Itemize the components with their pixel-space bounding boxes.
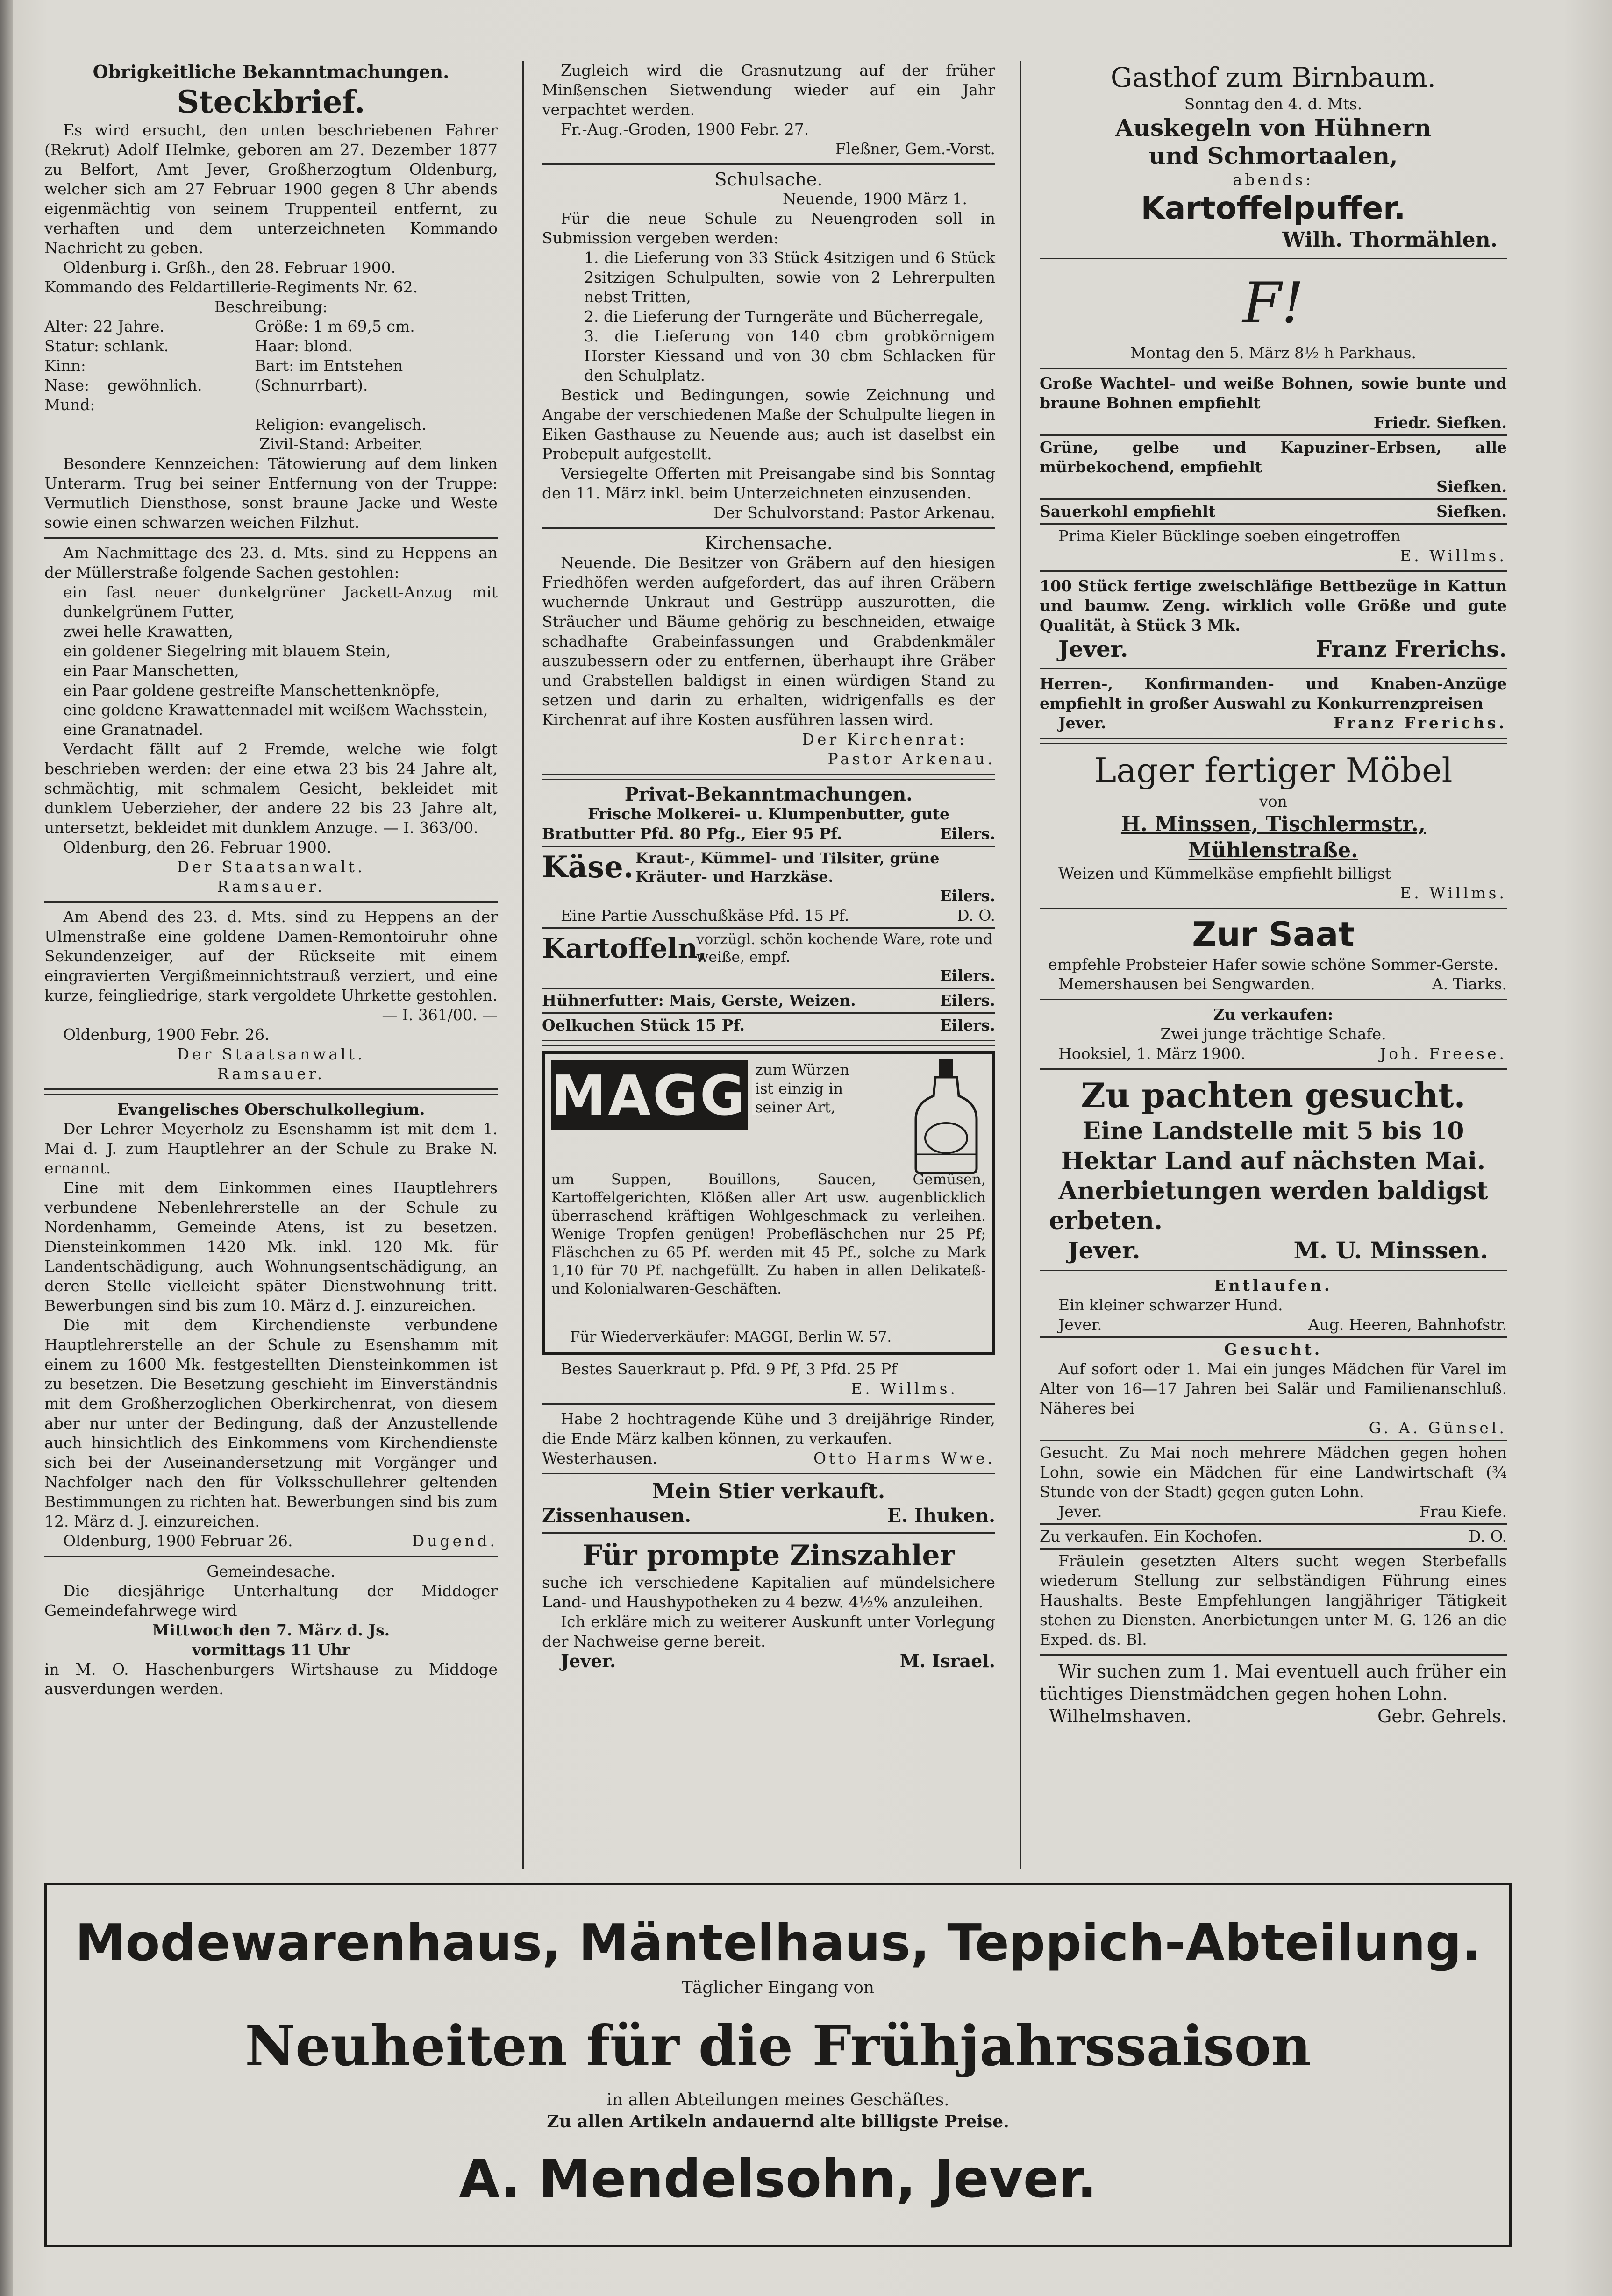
place: Jever. bbox=[1058, 714, 1106, 732]
signer: Ramsauer. bbox=[217, 877, 325, 896]
divider bbox=[44, 537, 498, 539]
divider bbox=[1040, 498, 1507, 500]
desc-mund: Mund: bbox=[44, 396, 95, 414]
signer: Joh. Freese. bbox=[1379, 1045, 1507, 1063]
signature-row bbox=[1040, 1044, 1507, 1064]
signer: Fleßner, Gem.-Vorst. bbox=[835, 140, 995, 158]
divider bbox=[1040, 1548, 1507, 1550]
saat-text: empfehle Probsteier Hafer sowie schöne Sommer-Gerste. bbox=[1048, 955, 1498, 974]
divider bbox=[542, 1532, 995, 1534]
place: Jever. bbox=[1068, 1237, 1141, 1264]
diebstahl-verdacht: Verdacht fällt auf 2 Fremde, welche wie folgt beschrieben werden: der eine etwa 23 bis 24 Jahre alt, schmächtig, mit schmalem Gesicht, bekleidet mit dunklem Ueberzieher, der andere 22 bis 23 Jahre alt, untersetzt, bekleidet mit dunklem Anzuge. — I. 363/00. bbox=[44, 740, 498, 837]
signer: A. Tiarks. bbox=[1432, 975, 1507, 993]
diebstahl-list bbox=[44, 583, 498, 739]
divider bbox=[1040, 368, 1507, 369]
divider bbox=[542, 1012, 995, 1014]
desc-row bbox=[44, 356, 498, 434]
signer-title: Der Staatsanwalt. bbox=[177, 1045, 365, 1063]
mendelsohn-banner bbox=[44, 1883, 1512, 2247]
oberschul-place-date: Oldenburg, 1900 Februar 26. bbox=[63, 1532, 293, 1550]
kartoffel-big: Kartoffeln, bbox=[542, 932, 707, 964]
signature-row bbox=[1040, 1315, 1507, 1335]
sauerkraut-text: Bestes Sauerkraut p. Pfd. 9 Pf, 3 Pfd. 25 Pf bbox=[561, 1360, 897, 1378]
banner-line-3: Neuheiten für die Frühjahrssaison bbox=[245, 2013, 1311, 2078]
signature-row bbox=[542, 1449, 995, 1468]
oelkuchen-text: Oelkuchen Stück 15 Pf. bbox=[542, 1016, 745, 1034]
oelkuchen-row bbox=[542, 1016, 995, 1035]
signature-row bbox=[44, 1531, 498, 1551]
maggi-ad bbox=[542, 1051, 995, 1355]
column-rule bbox=[522, 61, 524, 1869]
divider bbox=[542, 1040, 995, 1046]
gesucht-text: Auf sofort oder 1. Mai ein junges Mädchen für Varel im Alter von 16—17 Jahren bei Salär und Familienanschluß. Näheres bei bbox=[1040, 1360, 1507, 1417]
signer: Eilers. bbox=[940, 1016, 995, 1034]
divider bbox=[1040, 908, 1507, 909]
birnbaum-line-3: Kartoffelpuffer. bbox=[1141, 190, 1406, 226]
pachten-line-2: Hektar Land auf nächsten Mai. bbox=[1061, 1147, 1486, 1175]
entlaufen-text: Ein kleiner schwarzer Hund. bbox=[1058, 1296, 1283, 1314]
saat-title: Zur Saat bbox=[1192, 915, 1355, 954]
steckbrief-body: Es wird ersucht, den unten beschriebenen Fahrer (Rekrut) Adolf Helmke, geboren am 27. Dezember 1877 zu Belfort, Amt Jever, Großherzogtum Oldenburg, welcher sich am 27 Februar 1900 gegen 8 Uhr abends eigenmächtig von seinem Truppenteil entfernt, zu verhaften und dem unterzeichneten Kommando Nachricht zu geben. bbox=[44, 121, 498, 257]
desc-row bbox=[44, 336, 498, 356]
signer: M. U. Minssen. bbox=[1293, 1237, 1488, 1264]
schul-list bbox=[542, 248, 995, 385]
signer: Frau Kiefe. bbox=[1419, 1502, 1507, 1521]
divider bbox=[1040, 1440, 1507, 1441]
kartoffel-text: vorzügl. schön kochende Ware, rote und weiße, empf. bbox=[696, 931, 993, 966]
list-item: ein goldener Siegelring mit blauem Stein, bbox=[63, 642, 391, 660]
moebel-firm: H. Minssen, Tischlermstr., Mühlenstraße. bbox=[1120, 812, 1426, 862]
gemeinde-heading: Gemeindesache. bbox=[207, 1562, 335, 1580]
divider bbox=[542, 774, 995, 780]
signature-row bbox=[1040, 713, 1507, 733]
divider bbox=[542, 927, 995, 929]
steckbrief-kommando: Kommando des Feldartillerie-Regiments Nr. 62. bbox=[44, 278, 418, 296]
divider bbox=[542, 527, 995, 529]
bottle-icon bbox=[906, 1059, 986, 1175]
maggi-logo: MAGGI bbox=[551, 1060, 748, 1130]
steckbrief-place-date: Oldenburg i. Grßh., den 28. Februar 1900. bbox=[63, 258, 396, 277]
zins-title: Für prompte Zinszahler bbox=[582, 1539, 955, 1572]
desc-kennzeichen: Besondere Kennzeichen: Tätowierung auf dem linken Unterarm. Trug bei seiner Entfernung von der Truppe: Vermutlich Diensthose, sonst braune Jacke und Weste sowie einen schwarzen weichen Filzhut. bbox=[44, 455, 498, 532]
pachten-line-3: Anerbietungen werden baldigst bbox=[1058, 1177, 1488, 1205]
desc-zivil: Zivil-Stand: Arbeiter. bbox=[259, 435, 423, 453]
place: Jever. bbox=[1058, 1502, 1102, 1521]
divider bbox=[1040, 738, 1507, 744]
steckbrief-title: Steckbrief. bbox=[177, 84, 365, 120]
stier-title: Mein Stier verkauft. bbox=[652, 1479, 885, 1503]
signer: E. Ihuken. bbox=[887, 1505, 995, 1527]
signer: G. A. Günsel. bbox=[1369, 1419, 1507, 1437]
signer: Der Schulvorstand: Pastor Arkenau. bbox=[713, 504, 995, 522]
gemeinde-date: Mittwoch den 7. März d. Js. bbox=[152, 1621, 390, 1639]
moebel-title: Lager fertiger Möbel bbox=[1094, 751, 1453, 790]
desc-bart: Bart: im Entstehen (Schnurrbart). bbox=[255, 356, 403, 394]
kuehe-place: Westerhausen. bbox=[542, 1449, 657, 1467]
butter-line-2: Bratbutter Pfd. 80 Pfg., Eier 95 Pf. bbox=[542, 825, 842, 843]
signer: Aug. Heeren, Bahnhofstr. bbox=[1308, 1315, 1507, 1334]
column-1 bbox=[44, 61, 498, 1699]
uhr-ref: — I. 361/00. — bbox=[382, 1006, 498, 1024]
schafe-heading: Zu verkaufen: bbox=[1213, 1005, 1334, 1024]
signer: Eilers. bbox=[940, 991, 995, 1009]
divider bbox=[542, 846, 995, 847]
gemeinde-body: Die diesjährige Unterhaltung der Middoger Gemeindefahrwege wird bbox=[44, 1582, 498, 1620]
signature-row bbox=[1040, 1502, 1507, 1521]
signer: Siefken. bbox=[1436, 502, 1507, 520]
banner-line-6: A. Mendelsohn, Jever. bbox=[459, 2149, 1097, 2210]
signer: Franz Frerichs. bbox=[1316, 636, 1507, 662]
place: Jever. bbox=[1058, 636, 1128, 662]
birnbaum-abends: abends: bbox=[1233, 171, 1314, 189]
moebel-von: von bbox=[1259, 792, 1287, 810]
signer: Gebr. Gehrels. bbox=[1377, 1706, 1507, 1727]
maggi-footer: Für Wiederverkäufer: MAGGI, Berlin W. 57. bbox=[570, 1329, 892, 1345]
signer: E. Willms. bbox=[851, 1379, 958, 1398]
oberschul-heading: Evangelisches Oberschulkollegium. bbox=[117, 1100, 425, 1118]
signer: Ramsauer. bbox=[217, 1065, 325, 1083]
zins-body: suche ich verschiedene Kapitalien auf mündelsichere Land- und Haushypotheken zu 4 bezw. 4½% anzuleihen. bbox=[542, 1573, 995, 1611]
desc-kinn: Kinn: bbox=[44, 356, 86, 375]
section-heading: Obrigkeitliche Bekanntmachungen. bbox=[93, 61, 449, 82]
column-2 bbox=[542, 61, 995, 1671]
signer: E. Willms. bbox=[1400, 884, 1507, 902]
divider bbox=[1040, 258, 1507, 259]
diebstahl-intro: Am Nachmittage des 23. d. Mts. sind zu Heppens an der Müllerstraße folgende Sachen gestohlen: bbox=[44, 544, 498, 582]
place: Hooksiel, 1. März 1900. bbox=[1058, 1045, 1246, 1063]
kuehe-body: Habe 2 hochtragende Kühe und 3 dreijährige Rinder, die Ende März kalben können, zu verkaufen. bbox=[542, 1410, 995, 1448]
kochofen-row bbox=[1040, 1527, 1507, 1546]
signature-row bbox=[542, 1651, 995, 1671]
signature-row bbox=[1040, 974, 1507, 994]
desc-religion: Religion: evangelisch. bbox=[255, 415, 427, 434]
list-item: ein fast neuer dunkelgrüner Jackett-Anzug mit dunkelgrünem Futter, bbox=[63, 583, 498, 621]
ausschuss-text: Eine Partie Ausschußkäse Pfd. 15 Pf. bbox=[561, 906, 849, 924]
gesucht2-text: Gesucht. Zu Mai noch mehrere Mädchen gegen hohen Lohn, sowie ein Mädchen für eine Landwirtschaft (¾ Stunde von der Stadt) gegen guten Lohn. bbox=[1040, 1443, 1507, 1501]
kartoffel-ad bbox=[542, 931, 995, 966]
gras-place-date: Fr.-Aug.-Groden, 1900 Febr. 27. bbox=[561, 120, 809, 138]
erbsen-text: Grüne, gelbe und Kapuziner-Erbsen, alle mürbekochend, empfiehlt bbox=[1040, 438, 1507, 476]
schul-p2: Bestick und Bedingungen, sowie Zeichnung und Angabe der verschiedenen Maße der Schulpulte liegen in Eiken Gasthause zu Neuende aus; auch ist daselbst ein Probepult aufgestellt. bbox=[542, 386, 995, 463]
divider bbox=[44, 1088, 498, 1095]
divider bbox=[1040, 570, 1507, 572]
banner-line-2: Täglicher Eingang von bbox=[681, 1978, 875, 1997]
signer: Eilers. bbox=[940, 887, 995, 905]
signer: Franz Frerichs. bbox=[1333, 714, 1507, 732]
pachten-line-1: Eine Landstelle mit 5 bis 10 bbox=[1082, 1117, 1464, 1145]
signature-row bbox=[542, 1504, 995, 1528]
huehner-text: Hühnerfutter: Mais, Gerste, Weizen. bbox=[542, 991, 856, 1009]
signer-title: Der Kirchenrat: bbox=[802, 730, 967, 748]
signature-row bbox=[1040, 1705, 1507, 1727]
divider bbox=[542, 1473, 995, 1474]
schul-heading: Schulsache. bbox=[714, 169, 823, 190]
divider bbox=[1040, 523, 1507, 525]
signer: D. O. bbox=[957, 906, 995, 924]
divider bbox=[1040, 1523, 1507, 1525]
birnbaum-title: Gasthof zum Birnbaum. bbox=[1110, 62, 1436, 93]
kaese-text: Kraut-, Kümmel- und Tilsiter, grüne Kräuter- und Harzkäse. bbox=[635, 849, 940, 886]
fraeulein-text: Fräulein gesetzten Alters sucht wegen Sterbefalls wiederum Stellung zur selbständigen Führung eines Haushalts. Beste Empfehlungen langjähriger Tätigkeit stehen zu Diensten. Anerbietungen unter M. G. 126 an die Exped. ds. Bl. bbox=[1040, 1552, 1507, 1649]
signature-row bbox=[1040, 1236, 1507, 1265]
pachten-line-4: erbeten. bbox=[1049, 1207, 1163, 1235]
privat-heading: Privat-Bekanntmachungen. bbox=[624, 783, 913, 805]
schafe-text: Zwei junge trächtige Schafe. bbox=[1160, 1025, 1386, 1043]
birnbaum-date: Sonntag den 4. d. Mts. bbox=[1184, 95, 1362, 113]
dienst-text: Wir suchen zum 1. Mai eventuell auch früher ein tüchtiges Dienstmädchen gegen hohen Lohn. bbox=[1040, 1661, 1507, 1704]
signer: Eilers. bbox=[940, 967, 995, 985]
signature-row bbox=[1040, 635, 1507, 663]
list-item: 2. die Lieferung der Turngeräte und Bücherregale, bbox=[584, 307, 984, 326]
divider bbox=[1040, 668, 1507, 669]
list-item: 3. die Lieferung von 140 cbm grobkörnigem Horster Kiessand und von 30 cbm Schlacken für den Schulplatz. bbox=[584, 327, 995, 384]
column-rule bbox=[1020, 61, 1021, 1869]
gemeinde-time: vormittags 11 Uhr bbox=[192, 1641, 350, 1659]
sauerkohl-row bbox=[1040, 502, 1507, 521]
uhr-place-date: Oldenburg, 1900 Febr. 26. bbox=[63, 1025, 270, 1044]
page-binding-edge bbox=[0, 0, 13, 2296]
oberschul-p2: Eine mit dem Einkommen eines Hauptlehrers verbundene Nebenlehrerstelle an der Schule zu Nordenhamm, Gemeinde Atens, ist zu besetzen. Diensteinkommen 1420 Mk. inkl. 120 Mk. für Landentschädigung, auch Wohnungsentschädigung, an deren Stelle vielleicht später Dienstwohnung tritt. Bewerbungen sind bis zum 10. März d. J. einzureichen. bbox=[44, 1179, 498, 1315]
buecklinge-text: Prima Kieler Bücklinge soeben eingetroffen bbox=[1058, 527, 1401, 545]
signer: D. O. bbox=[1469, 1527, 1507, 1545]
ausschuss-row bbox=[542, 906, 995, 925]
signer-title: Der Staatsanwalt. bbox=[177, 858, 365, 876]
huehner-row bbox=[542, 991, 995, 1010]
desc-groesse: Größe: 1 m 69,5 cm. bbox=[255, 317, 415, 335]
divider bbox=[542, 163, 995, 165]
bettbezuege-text: 100 Stück fertige zweischläfige Bettbezüge in Kattun und baumw. Zeng. wirklich volle Größe und gute Qualität, à Stück 3 Mk. bbox=[1040, 577, 1507, 634]
kirchen-body: Neuende. Die Besitzer von Gräbern auf den hiesigen Friedhöfen werden aufgefordert, das auf ihren Gräbern wuchernde Unkraut und Gestrüpp auszurotten, die Sträucher und Bäume gehörig zu beschneiden, etwaige schadhafte Grabeinfassungen und Grabdenkmäler auszubessern oder zu entfernen, überhaupt ihre Gräber und Grabstellen baldigst in einen würdigen Stand zu setzen und darin zu erhalten, widrigenfalls es der Kirchenrat auf ihre Kosten ausführen lassen wird. bbox=[542, 554, 995, 729]
f-mark: F! bbox=[1242, 271, 1304, 336]
butter-row bbox=[542, 824, 995, 844]
stier-place: Zissenhausen. bbox=[542, 1505, 692, 1527]
divider bbox=[44, 1556, 498, 1557]
kirchen-heading: Kirchensache. bbox=[705, 533, 833, 554]
entlaufen-heading: Entlaufen. bbox=[1214, 1276, 1333, 1294]
kochofen-text: Zu verkaufen. Ein Kochofen. bbox=[1040, 1527, 1262, 1545]
divider bbox=[44, 901, 498, 903]
schul-intro: Für die neue Schule zu Neuengroden soll in Submission vergeben werden: bbox=[542, 209, 995, 247]
list-item: zwei helle Krawatten, bbox=[63, 622, 233, 640]
banner-line-4: in allen Abteilungen meines Geschäftes. bbox=[606, 2090, 949, 2110]
oberschul-p3: Die mit dem Kirchendienste verbundene Hauptlehrerstelle an der Schule zu Esenshamm mit einem zu 1600 Mk. festgestellten Diensteinkommen ist zu besetzen. Die Besetzung geschieht im Einverständnis mit dem Großherzoglichen Oberkirchenrat, von diesem aber nur unter der Bedingung, daß der Anzustellende auch hinsichtlich des Einkommens vom Kirchendienste sich bei der Auseinandersetzung mit Vorgänger und Nachfolger nach den für Volksschullehrer geltenden Bestimmungen zu richten hat. Bewerbungen sind bis zum 12. März d. J. einzureichen. bbox=[44, 1316, 498, 1530]
birnbaum-line-2: und Schmortaalen, bbox=[1148, 142, 1398, 170]
signer: Wilh. Thormählen. bbox=[1282, 228, 1498, 252]
place: Memershausen bei Sengwarden. bbox=[1058, 975, 1315, 993]
desc-row bbox=[44, 317, 498, 336]
schul-p3: Versiegelte Offerten mit Preisangabe sind bis Sonntag den 11. März inkl. beim Unterzeichneten einzusenden. bbox=[542, 464, 995, 502]
banner-line-5: Zu allen Artikeln andauernd alte billigste Preise. bbox=[547, 2112, 1009, 2132]
divider bbox=[1040, 999, 1507, 1000]
kaese-ad bbox=[542, 849, 995, 886]
place: Jever. bbox=[1058, 1315, 1102, 1334]
column-3 bbox=[1040, 61, 1507, 1727]
schul-place-date: Neuende, 1900 März 1. bbox=[782, 190, 967, 208]
maggi-body: um Suppen, Bouillons, Saucen, Gemüsen, Kartoffelgerichten, Klößen aller Art usw. augenblicklich überraschend kräftigen Wohlgeschmack zu verleihen. Wenige Tropfen genügen! Probefläschchen nur 25 Pf; Fläschchen zu 65 Pf. werden mit 45 Pf., solche zu Mark 1,10 für 70 Pf. nachgefüllt. Zu haben in allen Delikateß- und Kolonialwaren-Geschäften. bbox=[551, 1171, 986, 1297]
herren-text: Herren-, Konfirmanden- und Knaben-Anzüge empfiehlt in großer Auswahl zu Konkurrenzpreisen bbox=[1040, 675, 1507, 712]
divider bbox=[542, 988, 995, 989]
maggi-side-text: zum Würzen ist einzig in seiner Art, bbox=[755, 1061, 849, 1116]
pachten-title: Zu pachten gesucht. bbox=[1081, 1075, 1466, 1115]
kaese-big: Käse. bbox=[542, 850, 634, 885]
divider bbox=[542, 1403, 995, 1405]
uhr-body: Am Abend des 23. d. Mts. sind zu Heppens an der Ulmenstraße eine goldene Damen-Remontoiruhr ohne Sekundenzeiger, auf der Rückseite mit einem eingravierten Vergißmeinnichtstrauß verziert, und eine kurze, feingliedrige, stark vergoldete Uhrkette gestohlen. bbox=[44, 908, 498, 1004]
list-item: eine Granatnadel. bbox=[63, 720, 203, 739]
sauerkohl-text: Sauerkohl empfiehlt bbox=[1040, 502, 1216, 520]
desc-statur: Statur: schlank. bbox=[44, 337, 169, 355]
gemeinde-tail: in M. O. Haschenburgers Wirtshause zu Middoge ausverdungen werden. bbox=[44, 1660, 498, 1698]
signer: Dugend. bbox=[412, 1532, 498, 1550]
desc-alter: Alter: 22 Jahre. bbox=[44, 317, 164, 335]
divider bbox=[1040, 1654, 1507, 1656]
signer: E. Willms. bbox=[1400, 547, 1507, 565]
divider bbox=[1040, 434, 1507, 436]
list-item: ein Paar goldene gestreifte Manschettenknöpfe, bbox=[63, 681, 440, 699]
divider bbox=[1040, 1068, 1507, 1070]
banner-line-1: Modewarenhaus, Mäntelhaus, Teppich-Abteilung. bbox=[75, 1914, 1481, 1972]
list-item: eine goldene Krawattennadel mit weißem Wachsstein, bbox=[63, 701, 488, 719]
gesucht-heading: Gesucht. bbox=[1224, 1340, 1323, 1358]
bohnen-text: Große Wachtel- und weiße Bohnen, sowie bunte und braune Bohnen empfiehlt bbox=[1040, 374, 1507, 412]
signer: M. Israel. bbox=[899, 1650, 995, 1671]
signer: Eilers. bbox=[940, 825, 995, 843]
signer: Friedr. Siefken. bbox=[1373, 413, 1507, 432]
butter-line-1: Frische Molkerei- u. Klumpenbutter, gute bbox=[588, 805, 949, 823]
zins-p2: Ich erkläre mich zu weiterer Auskunft unter Vorlegung der Nachweise gerne bereit. bbox=[542, 1613, 995, 1650]
place: Wilhelmshaven. bbox=[1049, 1706, 1191, 1727]
parkhaus-text: Montag den 5. März 8½ h Parkhaus. bbox=[1130, 344, 1416, 362]
signer: Otto Harms Wwe. bbox=[813, 1449, 995, 1467]
desc-nase: Nase: bbox=[44, 376, 90, 394]
desc-gewoehnlich: gewöhnlich. bbox=[107, 376, 202, 394]
signer: Siefken. bbox=[1436, 477, 1507, 496]
diebstahl-place-date: Oldenburg, den 26. Februar 1900. bbox=[63, 838, 332, 856]
list-item: ein Paar Manschetten, bbox=[63, 661, 239, 680]
oberschul-p1: Der Lehrer Meyerholz zu Esenshamm ist mit dem 1. Mai d. J. zum Hauptlehrer an der Schule zu Brake N. ernannt. bbox=[44, 1120, 498, 1177]
divider bbox=[1040, 1270, 1507, 1271]
steckbrief-beschreibung: Beschreibung: bbox=[214, 298, 328, 316]
list-item: 1. die Lieferung von 33 Stück 4sitzigen und 6 Stück 2sitzigen Schulpulten, sowie von 2 Lehrerpulten nebst Tritten, bbox=[584, 249, 995, 306]
birnbaum-line-1: Auskegeln von Hühnern bbox=[1115, 114, 1432, 142]
weizen-text: Weizen und Kümmelkäse empfiehlt billigst bbox=[1058, 864, 1391, 882]
gras-body: Zugleich wird die Grasnutzung auf der früher Minßenschen Sietwendung wieder auf ein Jahr verpachtet werden. bbox=[542, 61, 995, 119]
divider bbox=[1040, 1336, 1507, 1338]
signer: Pastor Arkenau. bbox=[827, 750, 995, 768]
desc-haar: Haar: blond. bbox=[255, 337, 353, 355]
zins-place: Jever. bbox=[561, 1650, 616, 1671]
